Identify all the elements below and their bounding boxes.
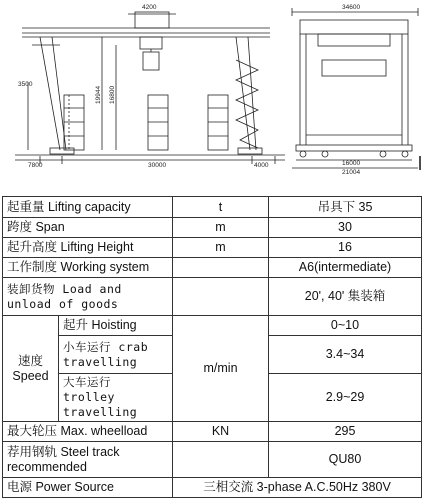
crane-drawing <box>0 0 424 175</box>
row-label: 装卸货物 Load and unload of goods <box>3 278 173 316</box>
row-label: 工作制度 Working system <box>3 258 173 278</box>
row-label: 起重量 Lifting capacity <box>3 197 173 218</box>
table-row <box>3 218 422 238</box>
front-height-dim-1: 3500 <box>18 81 33 88</box>
row-unit: m <box>173 238 269 258</box>
row-value: 16 <box>269 238 422 258</box>
row-value: QU80 <box>269 442 422 478</box>
side-bottom-dim-1: 16000 <box>342 160 361 167</box>
speed-row-value: 0~10 <box>269 316 422 336</box>
row-label: 电源 Power Source <box>3 478 173 498</box>
row-unit: KN <box>173 422 269 442</box>
speed-group-label: 速度 Speed <box>3 316 59 422</box>
speed-row-value: 2.9~29 <box>269 374 422 422</box>
row-value: 三相交流 3-phase A.C.50Hz 380V <box>173 478 422 498</box>
row-label: 最大轮压 Max. wheelload <box>3 422 173 442</box>
front-bottom-dim-1: 7800 <box>28 162 43 169</box>
speed-row-value: 3.4~34 <box>269 336 422 374</box>
speed-unit: m/min <box>173 316 269 422</box>
table-row <box>3 197 422 218</box>
front-bottom-dim-3: 4000 <box>254 162 269 169</box>
row-label: 跨度 Span <box>3 218 173 238</box>
table-row <box>3 238 422 258</box>
front-height-dim-2: 19944 <box>95 85 102 104</box>
spec-table <box>2 196 422 498</box>
row-unit <box>173 442 269 478</box>
table-row <box>3 316 422 336</box>
row-value: 吊具下 35 <box>269 197 422 218</box>
table-row <box>3 422 422 442</box>
front-bottom-dim-2: 30000 <box>148 162 167 169</box>
row-value: 20', 40' 集装箱 <box>269 278 422 316</box>
row-value: 30 <box>269 218 422 238</box>
row-label: 荐用钢轨 Steel track recommended <box>3 442 173 478</box>
table-row <box>3 258 422 278</box>
speed-row-label: 起升 Hoisting <box>59 316 173 336</box>
speed-row-label: 大车运行 trolley travelling <box>59 374 173 422</box>
row-unit <box>173 278 269 316</box>
front-top-dim: 4200 <box>142 4 157 11</box>
table-row <box>3 478 422 498</box>
speed-row-label: 小车运行 crab travelling <box>59 336 173 374</box>
row-label: 起升高度 Lifting Height <box>3 238 173 258</box>
row-unit: m <box>173 218 269 238</box>
row-unit: t <box>173 197 269 218</box>
table-row <box>3 278 422 316</box>
front-height-dim-3: 16800 <box>109 85 116 104</box>
table-row <box>3 442 422 478</box>
side-bottom-dim-2: 21004 <box>342 169 361 175</box>
row-value: 295 <box>269 422 422 442</box>
row-value: A6(intermediate) <box>269 258 422 278</box>
row-unit <box>173 258 269 278</box>
side-top-dim: 34600 <box>342 4 361 11</box>
